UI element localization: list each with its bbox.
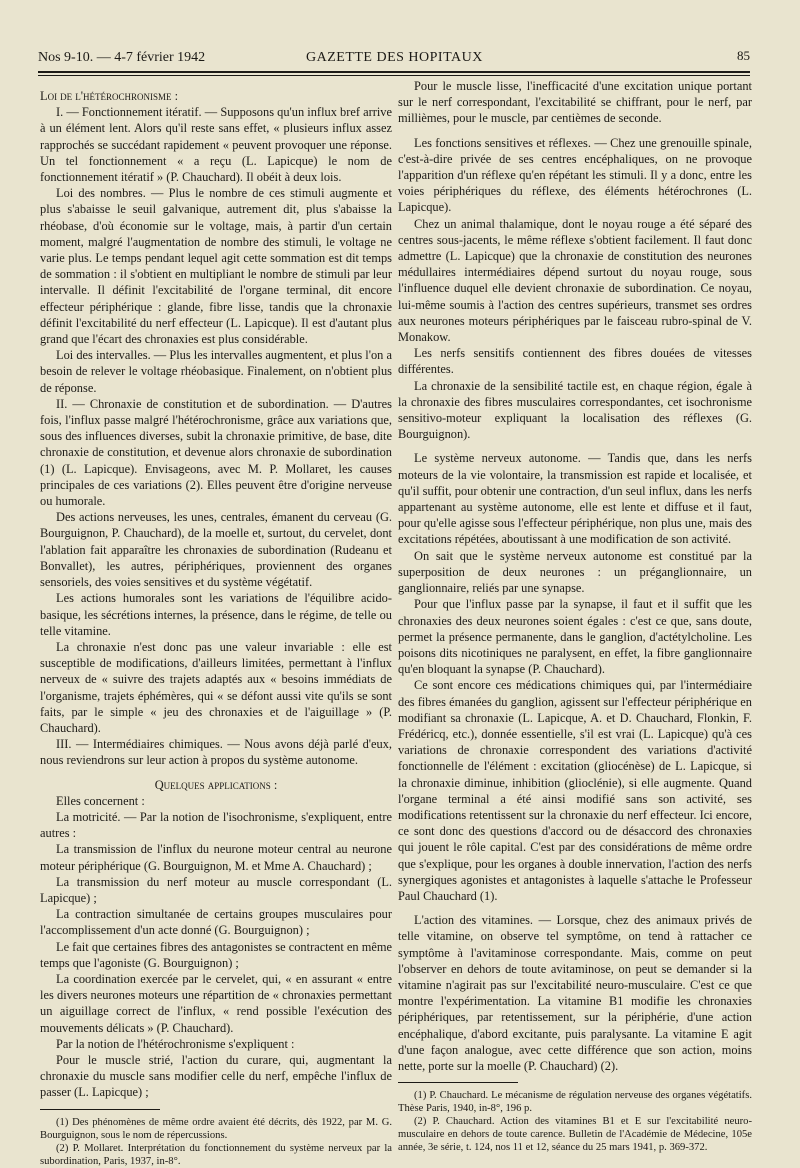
paragraph: La chronaxie de la sensibilité tactile est, en chaque région, égale à la chronaxie des fibres musculaires correspondantes, cet isochronisme sensitivo-moteur expliquant la localisation des réflexes (G. Bourguignon). (398, 378, 752, 442)
footnote: (1) P. Chauchard. Le mécanisme de régulation nerveuse des organes végétatifs. Thèse Paris, 1940, in-8°, 196 p. (398, 1090, 752, 1115)
page-number: 85 (737, 48, 750, 63)
paragraph: Ce sont encore ces médications chimiques qui, par l'intermédiaire des fibres émanées du ganglion, agissent sur l'effecteur périphérique en modifiant sa chronaxie (L. Lapicque, A. et D. Chauchard, Flonkin, F. Frédéricq, etc.), donnée essentielle, s'il est vrai (L. Lapicque) qu'à ces variations de chronaxie correspondent des variations d'activité fonctionnelle de l'élément : excitation (gliocénèse) de L. Lapicque, si la chronaxie diminue, inhibition (glioclénie), si elle augmente. Quand l'organe terminal a été ainsi modifié sans son activité, ses modifications retentissent sur la chronaxie du nerf effecteur. Ici encore, ce sont donc des questions d'accord ou de désaccord des chronaxies qui jouent le rôle capital. C'est par des considérations de même ordre que s'explique, pour les organes à double innervation, l'action des nerfs synergiques agonistes et antagonistes à laquelle s'attache le Professeur Paul Chauchard (1). (398, 678, 752, 903)
journal-title: GAZETTE DES HOPITAUX (306, 50, 483, 65)
footnote-rule (398, 1082, 518, 1083)
paragraph: La chronaxie n'est donc pas une valeur invariable : elle est susceptible de modifications, d'ailleurs limitées, permettant à l'influx nerveux de « suivre des trajets adaptés aux « besoins immédiats de l'organisme, trajets éphémères, qui « se défont aussi vite qu'ils se sont faits, par le simple « jeu des chronaxies et de l'aiguillage » (P. Chauchard). (40, 639, 392, 735)
paragraph: On sait que le système nerveux autonome est constitué par la superposition de deux neurones : un préganglionnaire, un ganglionnaire, reliés par une synapse. (398, 548, 752, 596)
paragraph: Chez un animal thalamique, dont le noyau rouge a été séparé des centres sous-jacents, le même réflexe s'obtient facilement. Il faut donc admettre (L. Lapicque) que la chronaxie de constitution des neurones médullaires intermédiaires dépend surtout du noyau rouge, sous l'influence duquel elle devient chronaxie de subordination. Ce noyau, lui-même soumis à l'action des centres supérieurs, transmet ses ordres aux neurones moteurs périphériques par le faisceau rubro-spinal de V. Monakow. (398, 216, 752, 345)
header-rule-thin (38, 75, 750, 76)
section-heading: Loi de l'hétérochronisme : (40, 89, 179, 103)
paragraph: Loi des nombres. — Plus le nombre de ces stimuli augmente et plus s'abaisse le seuil galvanique, autrement dit, plus s'abaisse la rhéobase, d'où économie sur le voltage, mais, à partir d'un certain moment, malgré l'augmentation de nombre des stimuli, le voltage ne varie plus. Le temps pendant lequel agit cette sommation est dit temps de sommation : il s'obtient en multipliant le nombre de stimuli par leur intervalle. Il définit l'excitabilité de l'organe terminal, dit encore effecteur périphérique : glande, fibre lisse, tandis que la chronaxie définit l'excitabilité du nerf effecteur (L. Lapicque). Il est d'autant plus grand que l'écart des chronaxies est plus considérable. (40, 186, 392, 347)
paragraph: III. — Intermédiaires chimiques. — Nous avons déjà parlé d'eux, nous reviendrons sur leur action à propos du système autonome. (40, 737, 392, 768)
issue-date: Nos 9-10. — 4-7 février 1942 (38, 50, 206, 65)
header-rule (38, 71, 750, 73)
paragraph: La motricité. — Par la notion de l'isochronisme, s'expliquent, entre autres : (40, 809, 392, 841)
paragraph: Le fait que certaines fibres des antagonistes se contractent en même temps que l'agoniste (G. Bourguignon) ; (40, 939, 392, 970)
paragraph: Des actions nerveuses, les unes, centrales, émanent du cerveau (G. Bourguignon, P. Chauchard), de la moelle et, surtout, du cervelet, dont l'ablation fait apparaître les chronaxies de subordination (Rudeanu et Bonvallet), les autres, périphériques, proviennent des organes sensoriels, des voies sensitives et du système végétatif. (40, 510, 392, 590)
running-header (38, 50, 750, 70)
paragraph: II. — Chronaxie de constitution et de subordination. — D'autres fois, l'influx passe malgré l'hétérochronisme, grâce aux variations que, sous des influences diverses, subit la chronaxie primitive, de base, dite chronaxie de constitution, et devenue alors chronaxie de subordination (1) (L. Lapicque). Envisageons, avec M. P. Mollaret, les causes principales de ces variations (2). Elles peuvent être d'origine nerveuse ou humorale. (40, 396, 392, 509)
paragraph: La coordination exercée par le cervelet, qui, « en assurant « entre les divers neurones moteurs une répartition de « chronaxies permettant un aiguillage correct de l'influx, « rend possible l'exécution des mouvements délicats » (P. Chauchard). (40, 971, 392, 1035)
paragraph: Pour le muscle strié, l'action du curare, qui, augmentant la chronaxie du muscle sans modifier celle du nerf, empêche l'influx de passer (L. Lapicque) ; (40, 1052, 392, 1100)
paragraph: La transmission du nerf moteur au muscle correspondant (L. Lapicque) ; (40, 874, 392, 905)
right-column (398, 78, 752, 1154)
footnote: (1) Des phénomènes de même ordre avaient été décrits, dès 1922, par M. G. Bourguignon, sous le nom de répercussions. (40, 1116, 392, 1141)
paragraph: L'action des vitamines. — Lorsque, chez des animaux privés de telle vitamine, on observe tel symptôme, on tend à rattacher ce symptôme à l'avitaminose correspondante. Mais, comme on peut l'observer en dehors de toute avitaminose, on peut se demander si la vitamine n'agirait pas sur l'excitabilité neuro-musculaire. C'est ce que montre l'expérimentation. La vitamine B1 modifie les chronaxies périphériques, par retentissement, sur la périphérie, d'une action encéphalique, d'abord excitante, puis paralysante. La vitamine E agit d'une façon analogue, avec cette différence que son action, moins nette, porte sur la moelle (P. Chauchard) (2). (398, 913, 752, 1073)
section-heading: Quelques applications : (154, 777, 278, 792)
paragraph: I. — Fonctionnement itératif. — Supposons qu'un influx bref arrive à un élément lent. Alors qu'il reste sans effet, « plusieurs influx assez rapprochés se succédant rapidement « peuvent provoquer une réponse. Un tel fonctionnement « a reçu (L. Lapicque) le nom de fonctionnement itératif » (P. Chauchard). Il obéit à deux lois. (40, 105, 392, 185)
paragraph: Les actions humorales sont les variations de l'équilibre acido-basique, les sécrétions internes, la présence, dans le régime, de telle ou telle vitamine. (40, 591, 392, 638)
paragraph: Par la notion de l'hétérochronisme s'expliquent : (56, 1036, 295, 1051)
paragraph: Pour le muscle lisse, l'inefficacité d'une excitation unique portant sur le nerf correspondant, l'excitabilité se chiffrant, pour le nerf, par millièmes, pour le muscle, par centièmes de seconde. (398, 79, 752, 126)
left-column (40, 88, 392, 1168)
paragraph: La contraction simultanée de certains groupes musculaires pour l'accomplissement d'un acte donné (G. Bourguignon) ; (40, 907, 392, 938)
footnote: (2) P. Chauchard. Action des vitamines B1 et E sur l'excitabilité neuro-musculaire en dehors de toute carence. Bulletin de l'Académie de Médecine, 105e année, 3e série, t. 124, nos 11 et 12, séance du 25 mars 1941, p. 369-372. (398, 1116, 752, 1154)
footnote-rule (40, 1109, 160, 1110)
paragraph: Les nerfs sensitifs contiennent des fibres douées de vitesses différentes. (398, 346, 752, 377)
paragraph: Loi des intervalles. — Plus les intervalles augmentent, et plus l'on a besoin de relever le voltage rhéobasique. Finalement, on n'obtient plus de réponse. (40, 348, 392, 395)
paragraph: Pour que l'influx passe par la synapse, il faut et il suffit que les chronaxies des deux neurones soient égales : c'est ce que, sans doute, permet la présence permanente, dans le ganglion, d'actétylcholine. Les poisons dits nicotiniques ne paralysent, en effet, la fibre ganglionnaire qu'en bloquant la synapse (P. Chauchard). (398, 597, 752, 677)
footnote: (2) P. Mollaret. Interprétation du fonctionnement du système nerveux par la subordination, Paris, 1937, in-8°. (40, 1142, 392, 1167)
paragraph: La transmission de l'influx du neurone moteur central au neurone moteur périphérique (G. Bourguignon, M. et Mme A. Chauchard) ; (40, 842, 392, 873)
paragraph: Elles concernent : (56, 793, 145, 808)
paragraph: Les fonctions sensitives et réflexes. — Chez une grenouille spinale, c'est-à-dire privée de ses centres encéphaliques, on ne provoque l'apparition d'un réflexe qu'en répétant les stimuli. Il y a donc, entre les voies périphériques du réflexe, des éléments hétérochrones (L. Lapicque). (398, 135, 752, 215)
paragraph: Le système nerveux autonome. — Tandis que, dans les nerfs moteurs de la vie volontaire, la transmission est rapide et localisée, et qu'il suffit, pour obtenir une contraction, d'un seul influx, dans les nerfs appartenant au système autonome, elle est lente et diffuse et il faut, pour qu'elle agisse sous l'effecteur périphérique, non plus une, mais des excitations répétées, aboutissant à une modification de son activité. (398, 451, 752, 547)
